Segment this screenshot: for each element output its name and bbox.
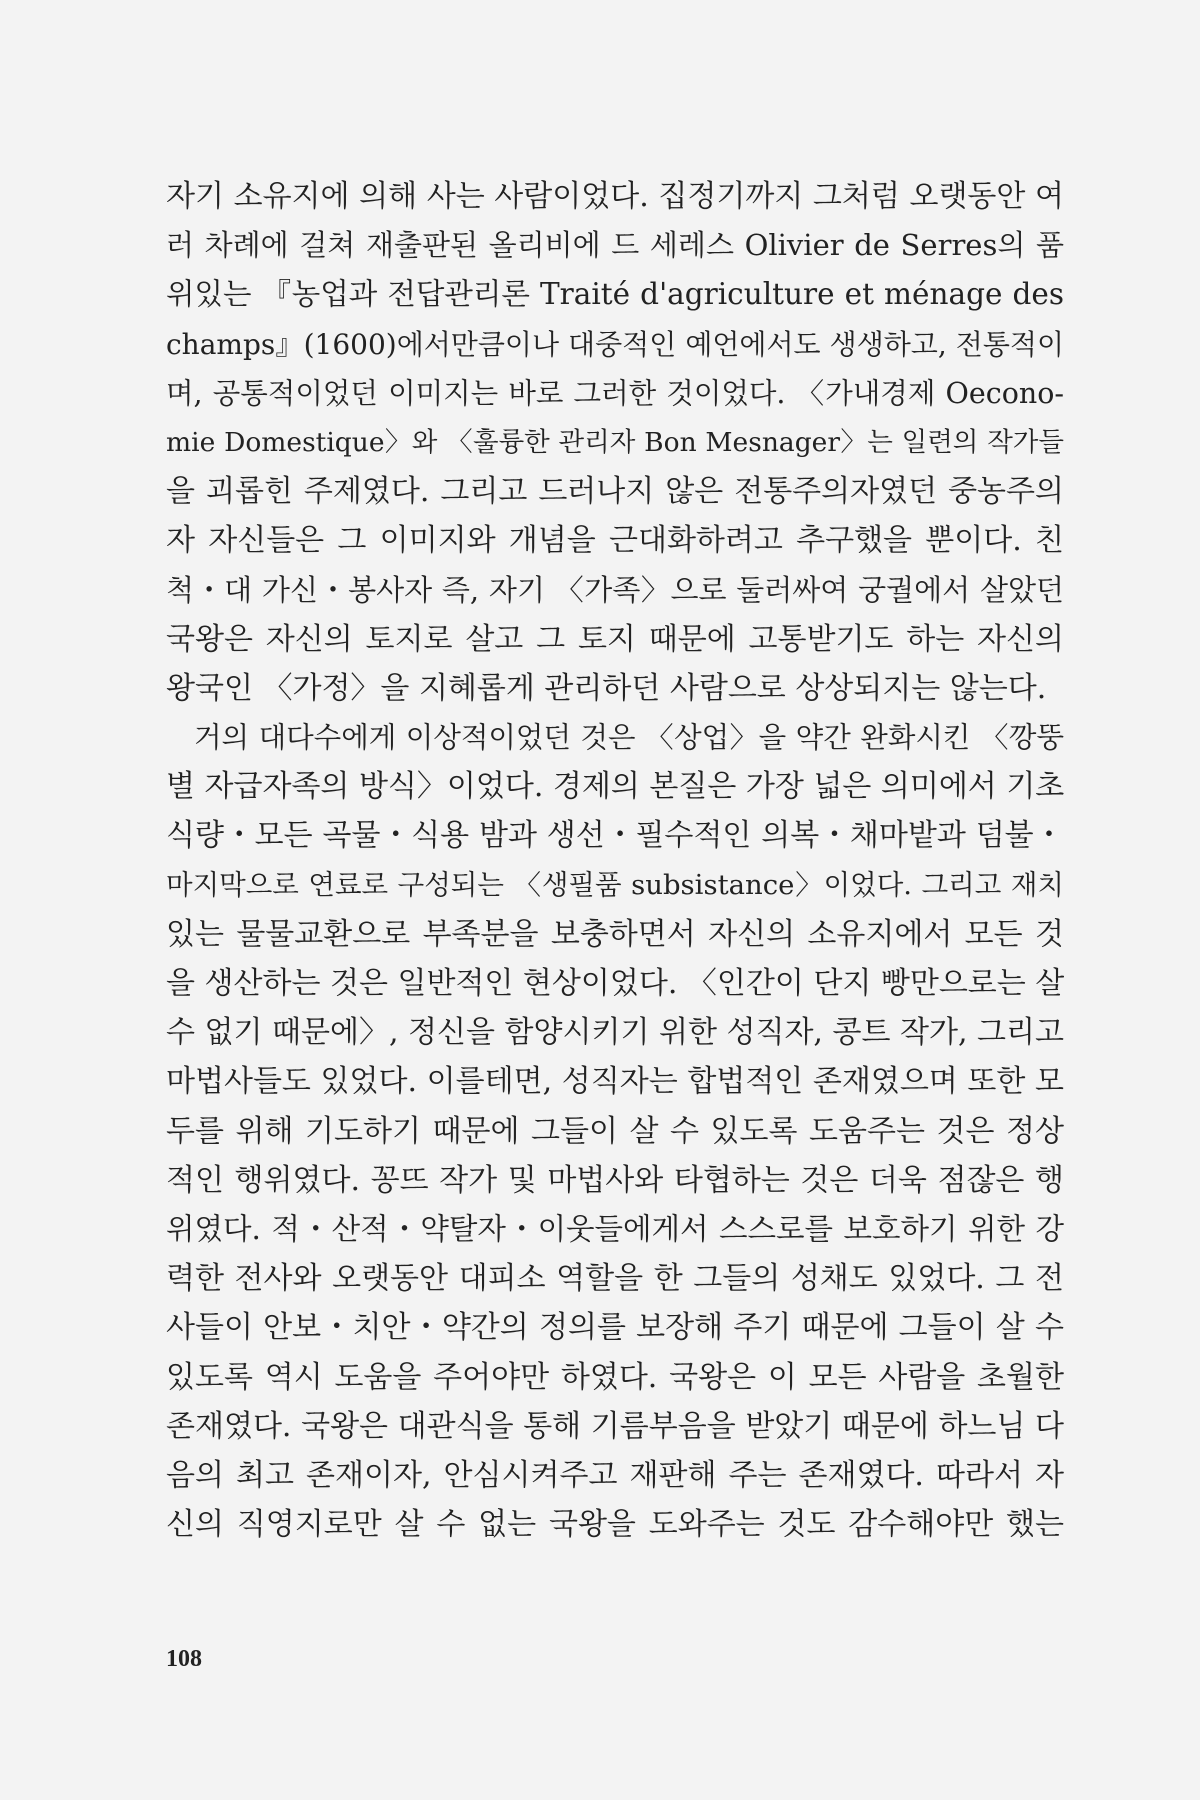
text-line: 별 자급자족의 방식〉이었다. 경제의 본질은 가장 넓은 의미에서 기초 xyxy=(166,769,1064,805)
text-line: 적인 행위였다. 꽁뜨 작가 및 마법사와 타협하는 것은 더욱 점잖은 행 xyxy=(166,1162,1064,1198)
text-line: 을 괴롭힌 주제였다. 그리고 드러나지 않은 전통주의자였던 중농주의 xyxy=(166,474,1064,510)
text-line: 식량・모든 곡물・식용 밤과 생선・필수적인 의복・채마밭과 덤불・ xyxy=(166,818,1064,854)
text-line: 존재였다. 국왕은 대관식을 통해 기름부음을 받았기 때문에 하느님 다 xyxy=(166,1408,1064,1444)
text-line: 러 차례에 걸쳐 재출판된 올리비에 드 세레스 Olivier de Serres의 품 xyxy=(166,228,1064,263)
text-line: mie Domestique〉와 〈훌륭한 관리자 Bon Mesnager〉는 일련의 작가들 xyxy=(166,426,1064,458)
text-line: 위였다. 적・산적・약탈자・이웃들에게서 스스로를 보호하기 위한 강 xyxy=(166,1211,1064,1246)
text-line: 척・대 가신・봉사자 즉, 자기 〈가족〉으로 둘러싸여 궁궐에서 살았던 xyxy=(166,572,1064,607)
text-line: 마법사들도 있었다. 이를테면, 성직자는 합법적인 존재였으며 또한 모 xyxy=(166,1064,1064,1100)
page-number: 108 xyxy=(166,1646,202,1672)
text-line: 두를 위해 기도하기 때문에 그들이 살 수 있도록 도움주는 것은 정상 xyxy=(166,1113,1064,1149)
text-line: 자 자신들은 그 이미지와 개념을 근대화하려고 추구했을 뿐이다. 친 xyxy=(166,523,1064,559)
text-line: 왕국인 〈가정〉을 지혜롭게 관리하던 사람으로 상상되지는 않는다. xyxy=(166,670,1047,706)
text-line: 사들이 안보・치안・약간의 정의를 보장해 주기 때문에 그들이 살 수 xyxy=(166,1310,1064,1346)
paragraph-1 xyxy=(166,172,1064,713)
text-line: 수 없기 때문에〉, 정신을 함양시키기 위한 성직자, 콩트 작가, 그리고 xyxy=(166,1015,1064,1051)
text-line: 력한 전사와 오랫동안 대피소 역할을 한 그들의 성채도 있었다. 그 전 xyxy=(166,1261,1064,1297)
text-line: 마지막으로 연료로 구성되는 〈생필품 subsistance〉이었다. 그리고 재치 xyxy=(166,868,1064,901)
text-line: 거의 대다수에게 이상적이었던 것은 〈상업〉을 약간 완화시킨 〈깡뚱 xyxy=(194,721,1064,755)
text-line: 있도록 역시 도움을 주어야만 하였다. 국왕은 이 모든 사람을 초월한 xyxy=(166,1359,1064,1395)
text-line: 국왕은 자신의 토지로 살고 그 토지 때문에 고통받기도 하는 자신의 xyxy=(166,621,1064,657)
text-line: 자기 소유지에 의해 사는 사람이었다. 집정기까지 그처럼 오랫동안 여 xyxy=(166,179,1064,214)
body-text xyxy=(166,172,1064,1549)
text-line: 며, 공통적이었던 이미지는 바로 그러한 것이었다. 〈가내경제 Oecono- xyxy=(166,376,1064,410)
text-line: 음의 최고 존재이자, 안심시켜주고 재판해 주는 존재였다. 따라서 자 xyxy=(166,1457,1064,1493)
text-line: 을 생산하는 것은 일반적인 현상이었다. 〈인간이 단지 빵만으로는 살 xyxy=(166,966,1064,1001)
text-line: champs』(1600)에서만큼이나 대중적인 예언에서도 생생하고, 전통적이 xyxy=(166,327,1064,361)
text-line: 위있는 『농업과 전답관리론 Traité d'agriculture et ménage des xyxy=(166,277,1064,312)
paragraph-2 xyxy=(166,713,1064,1549)
text-line: 신의 직영지로만 살 수 없는 국왕을 도와주는 것도 감수해야만 했는 xyxy=(166,1507,1064,1543)
text-line: 있는 물물교환으로 부족분을 보충하면서 자신의 소유지에서 모든 것 xyxy=(166,916,1064,952)
